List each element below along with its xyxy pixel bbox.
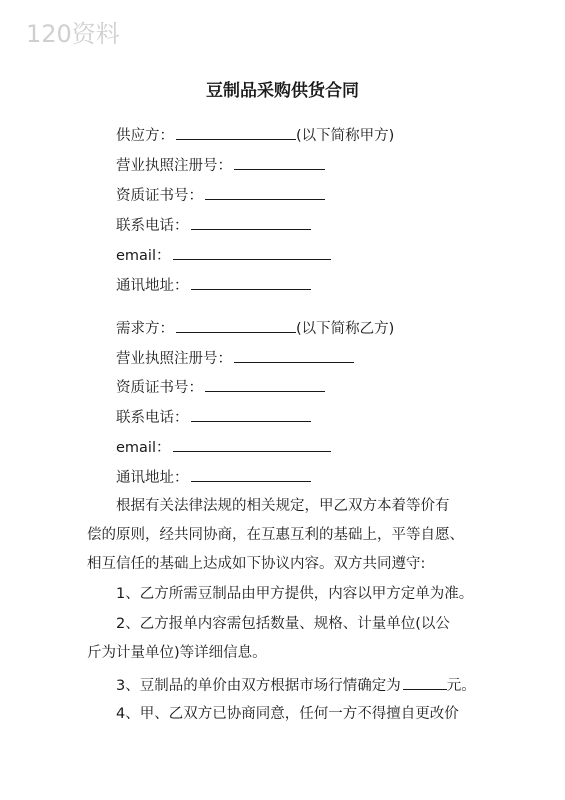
a-license-label: 营业执照注册号：	[116, 158, 232, 174]
b-license-blank	[234, 347, 354, 363]
clause-3-prefix: 3、豆制品的单价由双方根据市场行情确定为	[116, 678, 401, 694]
b-phone-label: 联系电话：	[116, 410, 189, 426]
unit-price-blank	[403, 674, 447, 690]
a-address-line	[116, 274, 311, 294]
supplier-line	[116, 124, 394, 144]
b-address-blank	[191, 466, 311, 482]
a-license-line	[116, 154, 325, 174]
a-email-line	[116, 244, 331, 264]
b-cert-blank	[205, 376, 325, 392]
b-phone-line	[116, 406, 311, 426]
b-phone-blank	[191, 406, 311, 422]
b-license-line	[116, 347, 354, 367]
demander-line	[116, 317, 394, 337]
b-cert-line	[116, 376, 325, 396]
demander-suffix: (以下简称乙方)	[296, 321, 395, 337]
document-title: 豆制品采购供货合同	[206, 81, 359, 101]
clause-3-suffix: 元。	[446, 678, 476, 694]
supplier-blank	[176, 124, 296, 140]
demander-blank	[176, 317, 296, 333]
demander-label: 需求方：	[116, 321, 174, 337]
intro-line-2: 偿的原则，经共同协商，在互惠互利的基础上，平等自愿、	[87, 527, 464, 543]
b-email-label: email：	[116, 440, 171, 456]
b-address-line	[116, 466, 311, 486]
b-email-blank	[173, 436, 331, 452]
clause-3	[87, 674, 476, 694]
a-address-blank	[191, 274, 311, 290]
a-license-blank	[234, 154, 325, 170]
intro-line-3: 相互信任的基础上达成如下协议内容。双方共同遵守:	[87, 556, 426, 572]
clause-1: 1、乙方所需豆制品由甲方提供，内容以甲方定单为准。	[116, 586, 474, 602]
a-email-label: email：	[116, 248, 171, 264]
b-email-line	[116, 436, 331, 456]
clause-2-line-1: 2、乙方报单内容需包括数量、规格、计量单位(以公	[116, 616, 450, 632]
a-address-label: 通讯地址：	[116, 278, 189, 294]
a-phone-label: 联系电话：	[116, 218, 189, 234]
a-cert-blank	[205, 184, 325, 200]
a-cert-label: 资质证书号：	[116, 188, 203, 204]
intro-line-1: 根据有关法律法规的相关规定，甲乙双方本着等价有	[116, 498, 450, 514]
watermark: 120资料	[26, 20, 120, 48]
clause-2-line-2: 斤为计量单位)等详细信息。	[87, 645, 267, 661]
a-phone-blank	[191, 214, 311, 230]
a-phone-line	[116, 214, 311, 234]
b-cert-label: 资质证书号：	[116, 380, 203, 396]
a-email-blank	[173, 244, 331, 260]
a-cert-line	[116, 184, 325, 204]
supplier-label: 供应方：	[116, 128, 174, 144]
supplier-suffix: (以下简称甲方)	[296, 128, 395, 144]
b-address-label: 通讯地址：	[116, 470, 189, 486]
b-license-label: 营业执照注册号：	[116, 351, 232, 367]
clause-4-line-1: 4、甲、乙双方已协商同意，任何一方不得擅自更改价	[116, 706, 459, 722]
